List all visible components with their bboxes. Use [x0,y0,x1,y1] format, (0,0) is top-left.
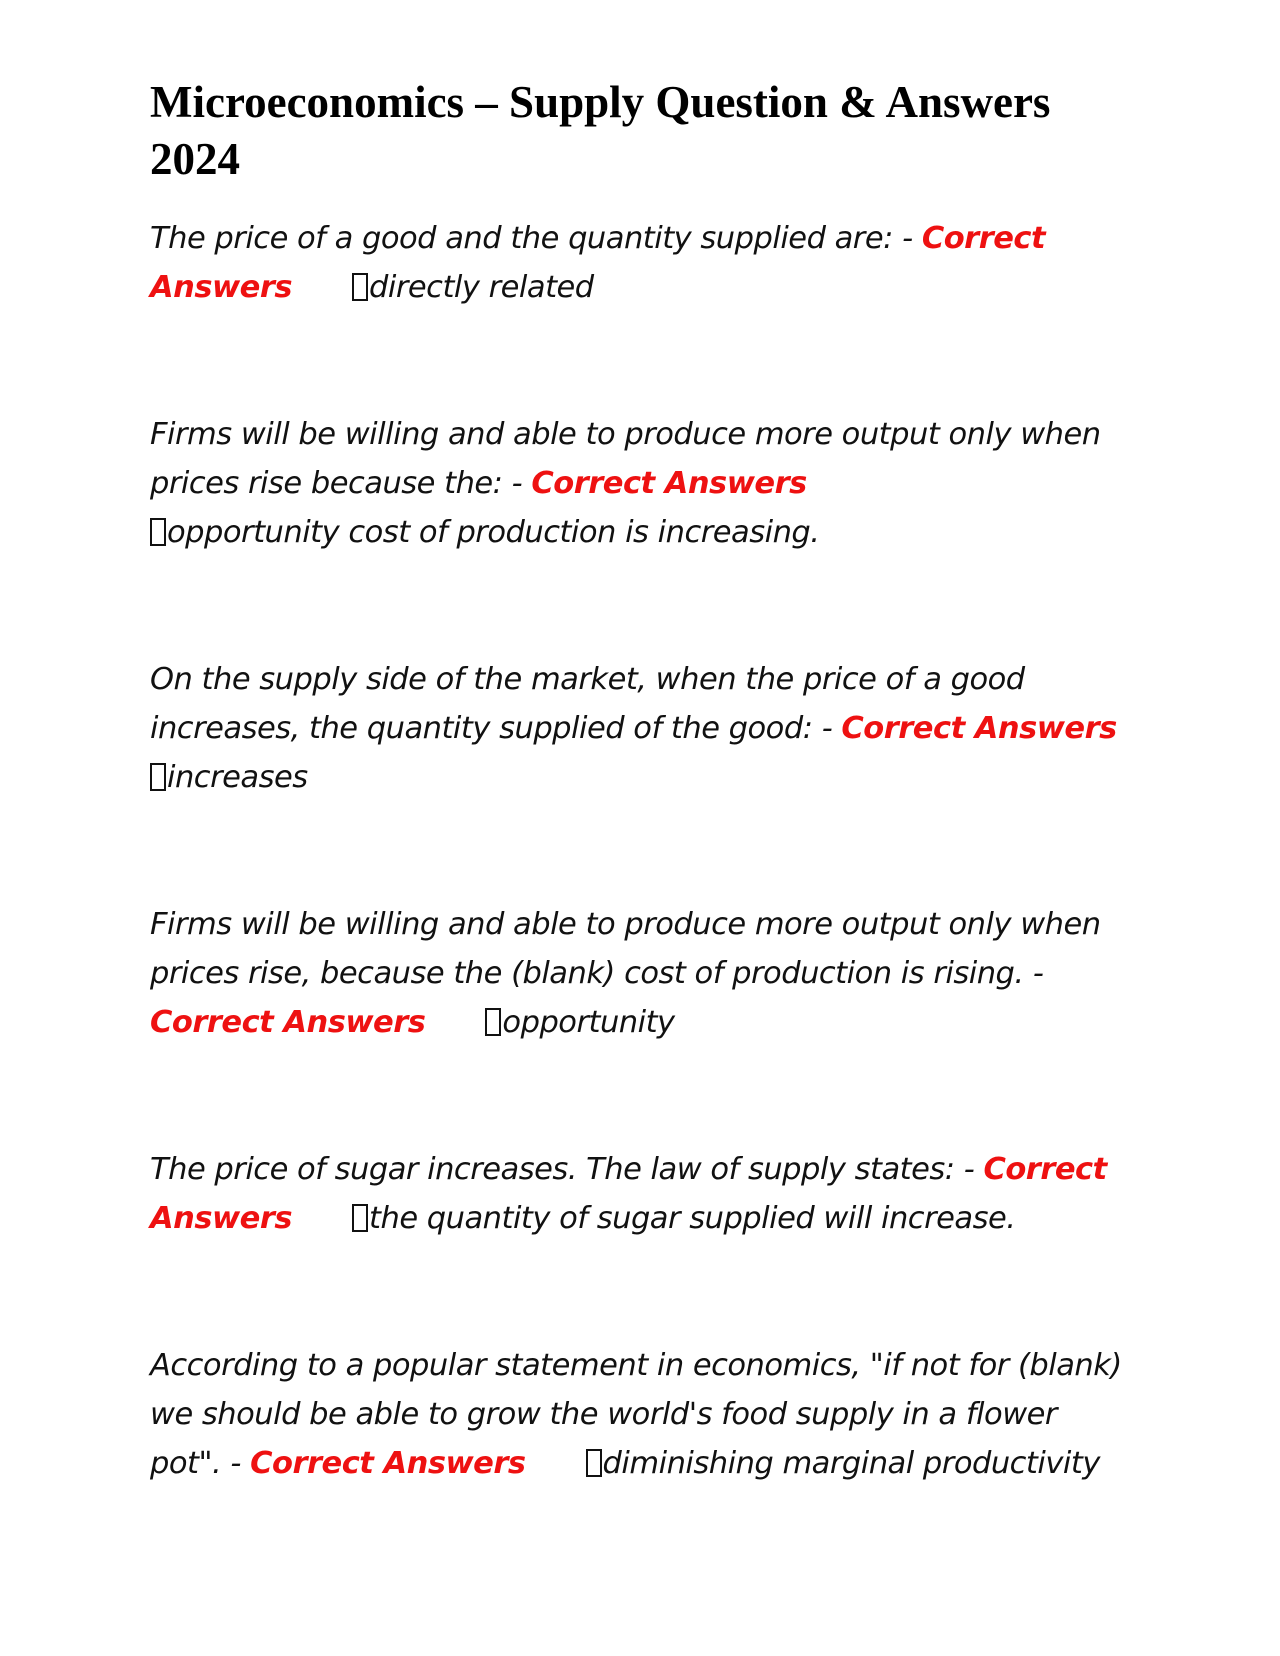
correct-answers-label: Correct Answers [841,711,1117,746]
missing-glyph-icon [586,1449,602,1477]
answer-text: increases [167,760,308,795]
separator: - [963,1152,984,1187]
separator: - [230,1446,251,1481]
document-title: Microeconomics – Supply Question & Answers 2024 [150,77,1051,184]
missing-glyph-icon [352,1204,368,1232]
document-page [150,74,1130,1488]
question-text: Firms will be willing and able to produce more output only when prices rise because the: [150,417,1101,501]
missing-glyph-icon [485,1008,501,1036]
correct-answers-label: Correct Answers [150,1152,1107,1236]
missing-glyph-icon [150,763,166,791]
answer-text: the quantity of sugar supplied will increase. [369,1201,1016,1236]
qa-item-2 [150,410,1130,557]
question-text: Firms will be willing and able to produce more output only when prices rise, because the (blank) cost of production is rising. [150,907,1101,991]
missing-glyph-icon [352,273,368,301]
answer-text: directly related [369,270,594,305]
answer-text: opportunity cost of production is increasing. [167,515,820,550]
qa-item-4 [150,900,1130,1047]
question-text: According to a popular statement in economics, "if not for (blank) we should be able to grow the world's food supply in a flower pot". [150,1348,1122,1481]
answer-text: diminishing marginal productivity [602,1446,1100,1481]
question-text: The price of sugar increases. The law of supply states: [150,1152,955,1187]
separator: - [511,466,532,501]
qa-item-5 [150,1145,1130,1243]
correct-answers-label: Correct Answers [250,1446,526,1481]
qa-item-3 [150,655,1130,802]
correct-answers-label: Correct Answers [150,1005,426,1040]
missing-glyph-icon [150,518,166,546]
correct-answers-label: Correct Answers [531,466,807,501]
question-text: On the supply side of the market, when the price of a good increases, the quantity supplied of the good: [150,662,1025,746]
qa-item-6 [150,1341,1130,1488]
separator: - [1032,956,1044,991]
qa-item-1 [150,214,1130,312]
separator: - [902,221,922,256]
separator: - [821,711,842,746]
question-text: The price of a good and the quantity supplied are: [150,221,893,256]
correct-answers-label: Correct Answers [150,221,1046,305]
answer-text: opportunity [502,1005,675,1040]
